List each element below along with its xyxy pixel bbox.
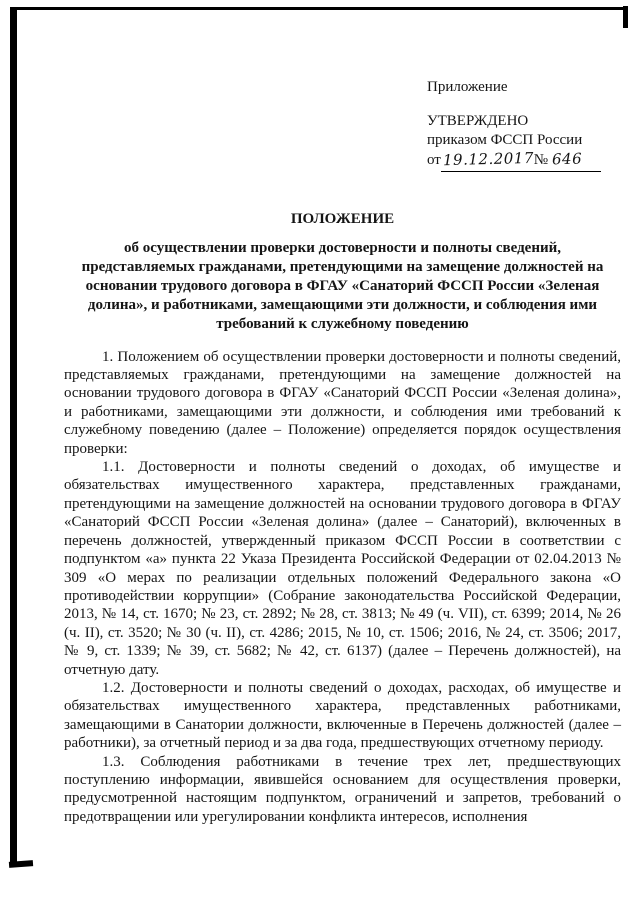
document-subtitle: об осуществлении проверки достоверности и полноты сведений, представляемых гражданами, претендующими на замещение должностей на основании трудового договора в ФГАУ «Санаторий ФССП России «Зеленая долина», и работниками, замещающими эти должности, и соблюдения ими требований к служебному поведению: [81, 239, 604, 332]
paragraph-1-2: 1.2. Достоверности и полноты сведений о доходах, расходах, об имуществе и обязательствах имущественного характера, представленных работниками, замещающими в Санатории должности, включенные в Перечень должностей (далее – работники), за отчетный период и за два года, предшествующих отчетному периоду.: [64, 679, 621, 752]
document-body: [64, 348, 621, 827]
annex-label: Приложение: [427, 79, 508, 95]
handwritten-order-number: 646: [551, 149, 583, 169]
order-issuer-line: приказом ФССП России: [427, 131, 583, 148]
title-block: [64, 210, 621, 334]
order-date-line: [427, 150, 621, 171]
order-date-number-underline: [441, 150, 601, 171]
page-border-top: [10, 7, 628, 10]
approved-label: УТВЕРЖДЕНО: [427, 113, 529, 130]
page-border-bottom-mark: [9, 860, 33, 868]
from-label: от: [427, 152, 441, 169]
page-border-right-tick: [623, 6, 628, 28]
document-content: [64, 78, 621, 826]
document-title: ПОЛОЖЕНИЕ: [290, 210, 395, 227]
handwritten-date: 19.12.2017: [442, 149, 534, 170]
number-sign: №: [533, 152, 549, 169]
approval-block: [427, 78, 621, 172]
paragraph-1: 1. Положением об осуществлении проверки достоверности и полноты сведений, представляемых гражданами, претендующими на замещение должностей на основании трудового договора в ФГАУ «Санаторий ФССП России «Зеленая долина», и работниками, замещающими эти должности, и соблюдения ими требований к служебному поведению (далее – Положение) определяется порядок осуществления проверки:: [64, 348, 621, 457]
paragraph-1-1: 1.1. Достоверности и полноты сведений о доходах, об имуществе и обязательствах имущественного характера, представленных гражданами, претендующими на замещение должностей на основании трудового договора в ФГАУ «Санаторий ФССП России «Зеленая долина» (далее – Санаторий), включенных в перечень должностей, утвержденный приказом ФССП России в соответствии с подпунктом «а» пункта 22 Указа Президента Российской Федерации от 02.04.2013 № 309 «О мерах по реализации отдельных положений Федерального закона «О противодействии коррупции» (Собрание законодательства Российской Федерации, 2013, № 14, ст. 1670; № 23, ст. 2892; № 28, ст. 3813; № 49 (ч. VII), ст. 6399; 2014, № 26 (ч. II), ст. 3520; № 30 (ч. II), ст. 4286; 2015, № 10, ст. 1506; 2016, № 24, ст. 3506; 2017, № 9, ст. 1339; № 39, ст. 5682; № 42, ст. 6137) (далее – Перечень должностей), на отчетную дату.: [64, 459, 621, 678]
page-border-left: [10, 7, 17, 865]
paragraph-1-3: 1.3. Соблюдения работниками в течение трех лет, предшествующих поступлению информации, явившейся основанием для осуществления проверки, предусмотренной настоящим подпунктом, ограничений и запретов, требований о предотвращении или урегулировании конфликта интересов, исполнения: [64, 753, 621, 825]
